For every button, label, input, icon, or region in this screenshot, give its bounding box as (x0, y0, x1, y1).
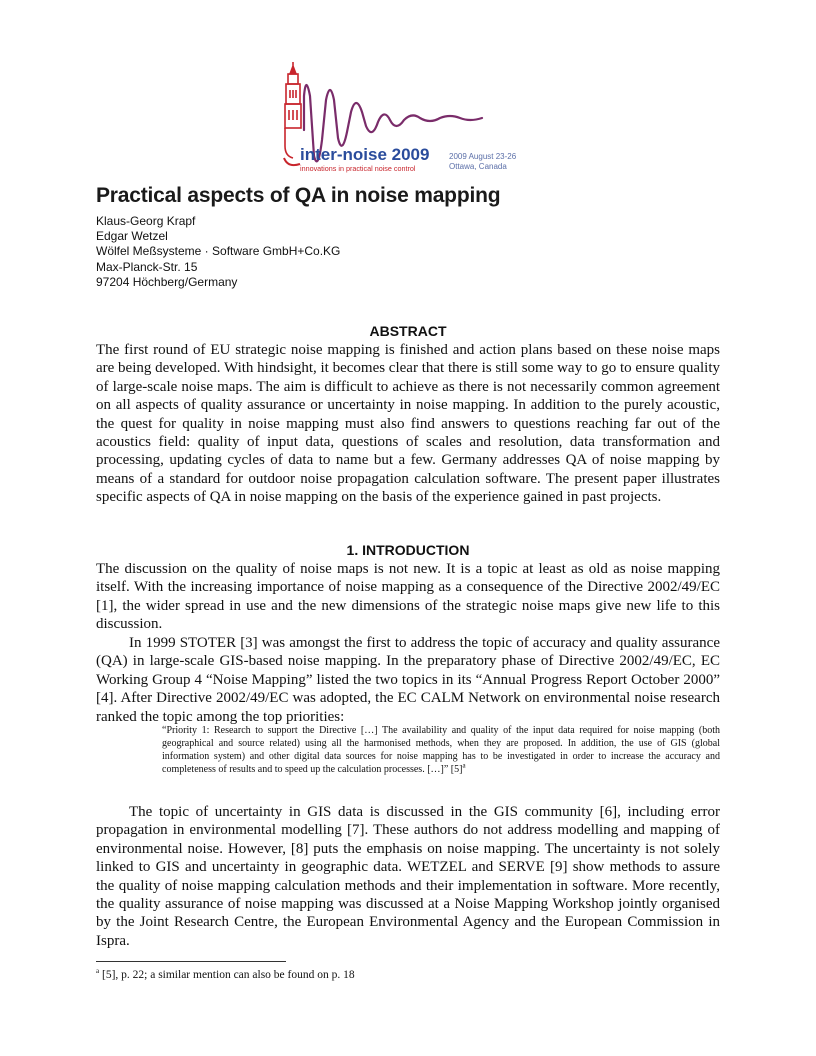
conference-info (449, 152, 516, 172)
abstract-text: The first round of EU strategic noise mapping is finished and action plans based on these noise maps are being developed. With hindsight, it becomes clear that there is still some way to go to ensure quality of large-scale noise maps. The aim is difficult to achieve as there is not necessarily common agreement on all aspects of quality assurance or uncertainty in noise mapping. In addition to the purely acoustic, the quest for quality in noise mapping must also find answers to questions reaching far out of the acoustics field: quality of input data, questions of scales and resolution, data transformation and processing, updating cycles of data to name but a few. Germany addresses QA of noise mapping by means of a standard for outdoor noise propagation calculation software. The present paper illustrates specific aspects of QA in noise mapping on the basis of the experience gained in past projects. (96, 342, 720, 506)
paper-title: Practical aspects of QA in noise mapping (96, 184, 501, 207)
footnote-text: [5], p. 22; a similar mention can also be found on p. 18 (99, 969, 355, 981)
footnote-divider (96, 961, 286, 962)
logo-name: inter-noise 2009 (300, 145, 430, 164)
author-block (96, 214, 340, 290)
conference-location: Ottawa, Canada (449, 162, 507, 171)
footnote (96, 969, 355, 981)
intro-paragraph-3: The topic of uncertainty in GIS data is discussed in the GIS community [6], including error propagation in environmental modelling [7]. These authors do not address modelling and mapping of environmental noise. However, [8] puts the emphasis on noise mapping. The uncertainty is not solely linked to GIS and uncertainty in geographic data. WETZEL and SERVE [9] show methods to assure the quality of noise mapping calculation methods and their implementation in software. More recently, the quality assurance of noise mapping was discussed at a Noise Mapping Workshop jointly organised by the Joint Research Centre, the European Environmental Agency and the European Commission in Ispra. (96, 804, 720, 949)
block-quote (162, 724, 720, 776)
abstract-heading: ABSTRACT (369, 323, 447, 339)
quote-text: “Priority 1: Research to support the Directive […] The availability and quality of the input data required for noise mapping (both geographical and source related) using all the harmonised methods, when they are proposed. In addition, the use of GIS (global information system) and other digital data sources for noise mapping has to be investigated in order to increase the accuracy and completeness of results and to speed up the calculation processes. […]” [5] (162, 725, 720, 775)
tower-icon (285, 62, 301, 158)
intro-paragraph-2: In 1999 STOTER [3] was amongst the first to address the topic of accuracy and quality assurance (QA) in large-scale GIS-based noise mapping. In the preparatory phase of Directive 2002/49/EC, EC Working Group 4 “Noise Mapping” listed the two topics in its “Annual Progress Report October 2000” [4]. After Directive 2002/49/EC was adopted, the EC CALM Network on environmental noise research ranked the topic among the top priorities: (96, 635, 720, 725)
conference-date: 2009 August 23-26 (449, 152, 517, 161)
author-name: Edgar Wetzel (96, 229, 168, 244)
author-affiliation: Wölfel Meßsysteme · Software GmbH+Co.KG (96, 244, 341, 259)
author-street: Max-Planck-Str. 15 (96, 259, 198, 274)
introduction-heading: 1. INTRODUCTION (346, 542, 470, 558)
intro-paragraph-1: The discussion on the quality of noise maps is not new. It is a topic at least as old as noise mapping itself. With the increasing importance of noise mapping as a consequence of the Directive 2002/49/EC [1], the wider spread in use and the new dimensions of the strategic noise maps give new life to this discussion. (96, 561, 720, 633)
author-name: Klaus-Georg Krapf (96, 214, 196, 228)
footnote-mark: a (96, 967, 100, 976)
author-city: 97204 Höchberg/Germany (96, 274, 238, 289)
quote-footnote-mark: a (462, 761, 466, 770)
logo-tagline: innovations in practical noise control (300, 164, 416, 173)
